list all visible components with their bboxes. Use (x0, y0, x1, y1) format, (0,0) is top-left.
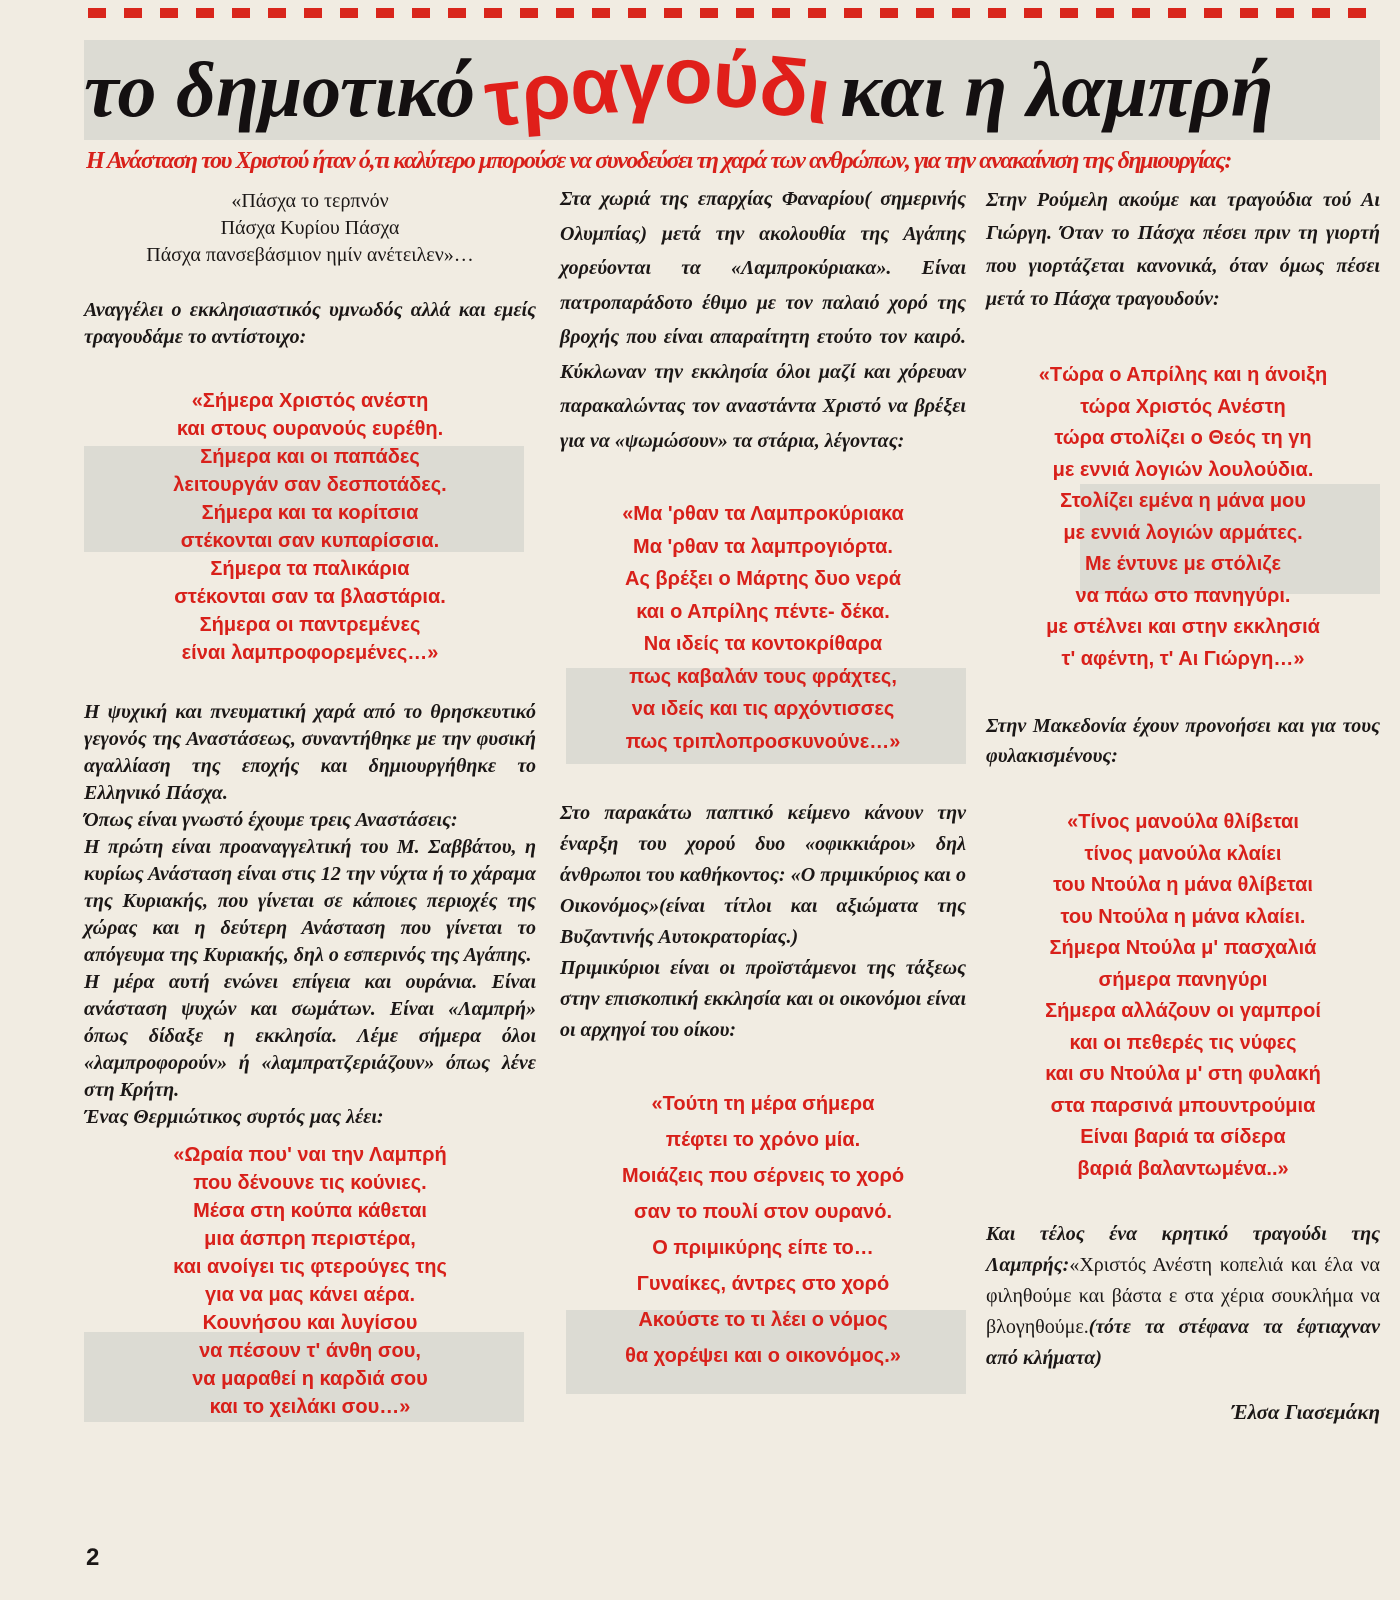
paragraph: Πριμικύριοι είναι οι προϊστάμενοι της τάξεως στην επισκοπική εκκλησία και οι οικονόμοι είναι οι αρχηγοί του οίκου: (560, 957, 966, 1041)
verse-line: του Ντούλα η μάνα θλίβεται (1053, 874, 1313, 896)
column-2 (560, 188, 966, 1374)
verse-line: Κουνήσου και λυγίσου (202, 1312, 418, 1334)
verse-line: Σήμερα τα παλικάρια (210, 558, 410, 580)
title-red-letter: τ (480, 51, 526, 144)
closing-song: «Χριστός Ανέστη κοπελιά και έλα να φιληθούμε και βάστα ε στα χέρια σουκλήμα να βλογηθούμε. (986, 1254, 1380, 1338)
song-verse (84, 1141, 536, 1421)
prayer-line: «Πάσχα το τερπνόν (231, 190, 389, 212)
title-part-2: και η λαμπρή (840, 46, 1274, 133)
verse-line: σήμερα πανηγύρι (1098, 968, 1268, 991)
verse-line: πως τριπλοπροσκυνούνε…» (625, 730, 901, 753)
verse-line: Σήμερα και τα κορίτσια (201, 502, 419, 524)
verse-line: τίνος μανούλα κλαίει (1084, 842, 1282, 865)
verse-line: Σήμερα αλλάζουν οι γαμπροί (1045, 1000, 1321, 1022)
verse-line: και στους ουρανούς ευρέθη. (176, 418, 444, 440)
closing-note: (τότε τα στέφανα τα έφτιαχναν από κλήματα) (986, 1316, 1380, 1369)
verse-line: «Τώρα ο Απρίλης και η άνοιξη (1038, 364, 1328, 386)
verse-line: στέκονται σαν κυπαρίσσια. (180, 530, 440, 552)
verse-line: πως καβαλάν τους φράχτες, (629, 665, 897, 688)
column-1 (84, 188, 536, 1421)
title-red-letter: γ (619, 35, 665, 124)
verse-line: είναι λαμπροφορεμένες…» (181, 642, 439, 664)
title-red-letter: ο (662, 30, 715, 121)
verse-line: και ο Απρίλης πέντε- δέκα. (636, 600, 890, 623)
verse-line: «Τίνος μανούλα θλίβεται (1067, 811, 1299, 833)
verse-line: Σήμερα και οι παπάδες (200, 446, 420, 468)
verse-line: «Μα 'ρθαν τα Λαμπροκύριακα (622, 503, 904, 525)
song-verse (560, 1086, 966, 1374)
verse-line: Σήμερα οι παντρεμένες (199, 614, 421, 636)
song-verse (986, 360, 1380, 675)
verse-line: με εννιά λογιών λουλούδια. (1052, 458, 1314, 481)
closing-paragraph (986, 1219, 1380, 1374)
verse-line: να πέσουν τ' άνθη σου, (199, 1340, 421, 1362)
verse-line: να ιδείς και τις αρχόντισσες (631, 698, 895, 720)
verse-line: και το χειλάκι σου…» (209, 1396, 411, 1418)
verse-line: και συ Ντούλα μ' στη φυλακή (1045, 1063, 1321, 1085)
prayer-line: Πάσχα πανσεβάσμιον ημίν ανέτειλεν»… (146, 244, 474, 266)
verse-line: Ακούστε το τι λέει ο νόμος (638, 1309, 888, 1331)
author-signature: Έλσα Γιασεμάκη (1231, 1400, 1380, 1424)
verse-line: για να μας κάνει αέρα. (204, 1284, 416, 1306)
title-red-letter: ι (802, 49, 837, 142)
dashed-top-rule (88, 8, 1378, 18)
verse-line: να πάω στο πανηγύρι. (1075, 584, 1291, 607)
verse-line: και ανοίγει τις φτερούγες της (173, 1256, 447, 1278)
column-3 (986, 188, 1380, 1425)
paragraph: Ένας Θερμιώτικος συρτός μας λέει: (84, 1106, 384, 1128)
verse-line: στα παρσινά μπουντρούμια (1050, 1094, 1316, 1117)
title-red-letter: α (568, 40, 622, 131)
verse-line: «Ωραία που' ναι την Λαμπρή (173, 1144, 447, 1166)
verse-line: με στέλνει και στην εκκλησιά (1046, 616, 1320, 638)
verse-line: και οι πεθερές τις νύφες (1069, 1031, 1297, 1054)
prayer-verse (84, 188, 536, 269)
title-red-letter: ύ (709, 33, 763, 126)
article-title (84, 30, 1380, 144)
verse-line: Ο πριμικύρης είπε το… (652, 1237, 874, 1259)
verse-line: Να ιδείς τα κοντοκρίθαρα (643, 633, 883, 655)
verse-line: Μοιάζεις που σέρνεις το χορό (621, 1165, 905, 1187)
verse-line: βαριά βαλαντωμένα..» (1077, 1157, 1289, 1180)
page-number: 2 (86, 1544, 100, 1571)
verse-line: «Σήμερα Χριστός ανέστη (191, 390, 429, 412)
verse-line: Είναι βαριά τα σίδερα (1080, 1126, 1286, 1148)
verse-line: με εννιά λογιών αρμάτες. (1063, 521, 1303, 544)
paragraph: Η ψυχική και πνευματική χαρά από το θρησκευτικό γεγονός της Αναστάσεως, συναντήθηκε με την φυσική αγαλλίαση της εποχής και δημιουργήθηκε το Ελληνικό Πάσχα. (84, 701, 536, 804)
verse-line: σαν το πουλί στον ουρανό. (633, 1201, 893, 1223)
verse-line: τώρα Χριστός Ανέστη (1080, 395, 1286, 418)
title-part-1: το δημοτικό (84, 46, 476, 133)
verse-line: Μέσα στη κούπα κάθεται (193, 1200, 427, 1222)
verse-line: λειτουργάν σαν δεσποτάδες. (173, 474, 447, 496)
verse-line: τώρα στολίζει ο Θεός τη γη (1054, 427, 1312, 449)
song-verse (986, 807, 1380, 1185)
verse-line: να μαραθεί η καρδιά σου (192, 1368, 428, 1390)
paragraph: Στην Ρούμελη ακούμε και τραγούδια τού Αι Γιώργη. Όταν το Πάσχα πέσει πριν τη γιορτή που γιορτάζεται κανονικά, όταν όμως πέσει μετά το Πάσχα τραγουδούν: (986, 189, 1380, 310)
article-subtitle: Η Ανάσταση του Χριστού ήταν ό,τι καλύτερο μπορούσε να συνοδεύσει τη χαρά των ανθρώπων, για την ανακαίνιση της δημιουργίας: (86, 148, 1232, 174)
verse-line: Ας βρέξει ο Μάρτης δυο νερά (625, 568, 901, 590)
verse-line: τ' αφέντη, τ' Αι Γιώργη…» (1061, 647, 1305, 670)
paragraph: Η πρώτη είναι προαναγγελτική του Μ. Σαββάτου, η κυρίως Ανάσταση είναι στις 12 την νύχτα ή το χάραμα της Κυριακής, που γίνεται σε κάποιες περιοχές της χώρας και η δεύτερη Ανάσταση που γίνεται το απόγευμα της Κυριακής, δηλ ο εσπερινός της Αγάπης. (84, 836, 536, 966)
paragraph: Όπως είναι γνωστό έχουμε τρεις Αναστάσεις: (84, 809, 458, 831)
closing-intro: Και τέλος ένα κρητικό τραγούδι της Λαμπρής: (986, 1223, 1380, 1276)
verse-line: «Τούτη τη μέρα σήμερα (651, 1093, 875, 1115)
title-red-word (480, 30, 837, 144)
song-verse (84, 387, 536, 667)
verse-line: πέφτει το χρόνο μία. (665, 1129, 861, 1151)
verse-line: Σήμερα Ντούλα μ' πασχαλιά (1049, 937, 1317, 959)
verse-line: του Ντούλα η μάνα κλαίει. (1060, 905, 1306, 928)
paragraph: Αναγγέλει ο εκκλησιαστικός υμνωδός αλλά και εμείς τραγουδάμε το αντίστοιχο: (84, 299, 536, 348)
paragraph: Στο παρακάτω παπτικό κείμενο κάνουν την έναρξη του χορού δυο «οφικκιάροι» δηλ άνθρωποι του καθήκοντος: «Ο πριμικύριος και ο Οικονόμος»(είναι τίτλοι και αξιώματα της Βυζαντινής Αυτοκρατορίας.) (560, 802, 966, 948)
paragraph: Στην Μακεδονία έχουν προνοήσει και για τους φυλακισμένους: (986, 715, 1380, 767)
verse-line: Γυναίκες, άντρες στο χορό (636, 1273, 890, 1295)
song-verse (560, 498, 966, 758)
verse-line: Στολίζει εμένα η μάνα μου (1060, 490, 1306, 512)
title-red-letter: δ (755, 40, 813, 135)
verse-line: Μα 'ρθαν τα λαμπρογιόρτα. (633, 535, 893, 558)
verse-line: στέκονται σαν τα βλαστάρια. (174, 586, 446, 608)
verse-line: Με έντυνε με στόλιζε (1084, 553, 1282, 575)
verse-line: θα χορέψει και ο οικονόμος.» (625, 1345, 901, 1367)
paragraph: Η μέρα αυτή ενώνει επίγεια και ουράνια. Είναι ανάσταση ψυχών και σωμάτων. Είναι «Λαμπρή» όπως δίδαξε η εκκλησία. Λέμε σήμερα όλοι «λαμπροφορούν» ή «λαμπρατζεριάζουν» όπως λένε στη Κρήτη. (84, 971, 536, 1101)
title-red-letter: ρ (517, 45, 574, 138)
paragraph: Στα χωριά της επαρχίας Φαναρίου( σημερινής Ολυμπίας) μετά την ακολουθία της Αγάπης χορεύονται τα «Λαμπροκύριακα». Είναι πατροπαράδοτο έθιμο με τον παλαιό χορό της βροχής που είναι απαραίτητη ετούτο τον καιρό. Κύκλωναν την εκκλησία όλοι μαζί και χόρευαν παρακαλώντας τον αναστάντα Χριστό να βρέξει για να «ψωμώσουν» τα στάρια, λέγοντας: (560, 188, 966, 452)
prayer-line: Πάσχα Κυρίου Πάσχα (220, 217, 400, 239)
verse-line: μια άσπρη περιστέρα, (204, 1228, 416, 1250)
verse-line: που δένουνε τις κούνιες. (193, 1172, 427, 1194)
